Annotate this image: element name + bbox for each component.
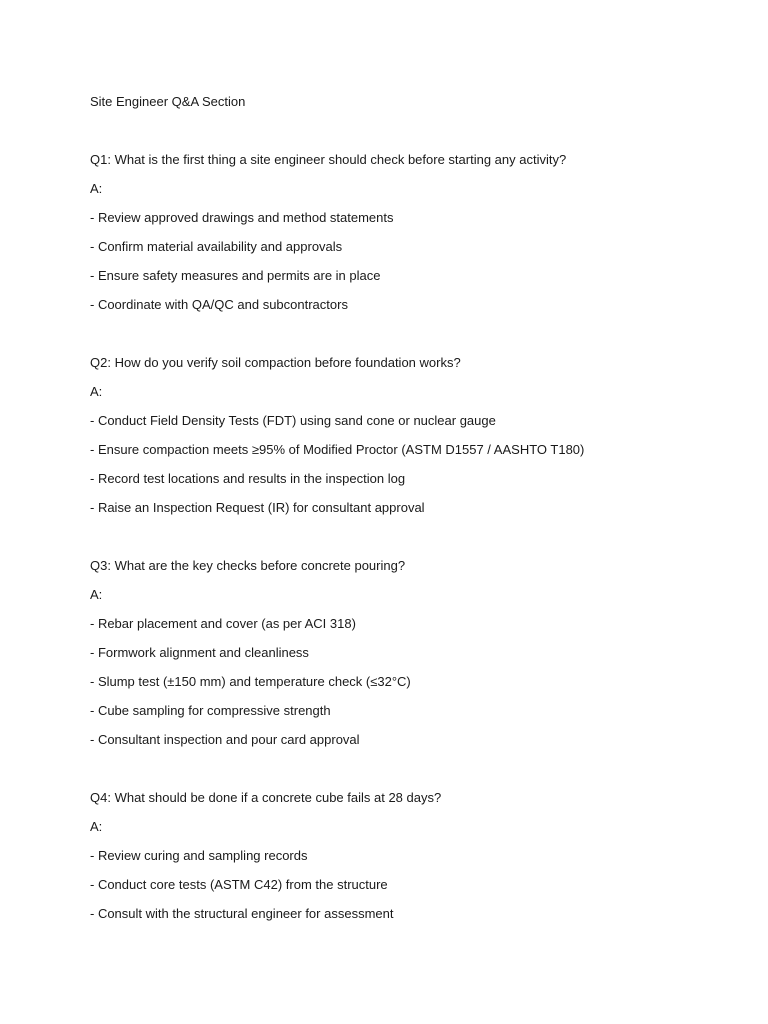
qa-section-3: [90, 557, 730, 760]
answer-point: - Conduct core tests (ASTM C42) from the structure: [90, 877, 388, 892]
answer-label-2: A:: [90, 384, 103, 399]
answer-point: - Review approved drawings and method statements: [90, 210, 394, 225]
answer-point: - Ensure compaction meets ≥95% of Modified Proctor (ASTM D1557 / AASHTO T180): [90, 442, 585, 457]
answer-point: - Consultant inspection and pour card approval: [90, 732, 360, 747]
answer-point: - Consult with the structural engineer for assessment: [90, 906, 394, 921]
spacer: [90, 760, 730, 789]
answer-point: - Cube sampling for compressive strength: [90, 703, 331, 718]
question-1: Q1: What is the first thing a site engineer should check before starting any activity?: [90, 152, 567, 167]
document-body: [90, 93, 730, 934]
spacer: [90, 325, 730, 354]
qa-section-1: [90, 151, 730, 325]
question-4: Q4: What should be done if a concrete cube fails at 28 days?: [90, 790, 442, 805]
answer-point: - Raise an Inspection Request (IR) for consultant approval: [90, 500, 425, 515]
question-2: Q2: How do you verify soil compaction before foundation works?: [90, 355, 461, 370]
answer-label-1: A:: [90, 181, 103, 196]
answer-point: - Formwork alignment and cleanliness: [90, 645, 309, 660]
answer-point: - Rebar placement and cover (as per ACI 318): [90, 616, 356, 631]
spacer: [90, 528, 730, 557]
answer-label-3: A:: [90, 587, 103, 602]
answer-point: - Ensure safety measures and permits are in place: [90, 268, 381, 283]
question-3: Q3: What are the key checks before concrete pouring?: [90, 558, 406, 573]
answer-point: - Review curing and sampling records: [90, 848, 308, 863]
answer-point: - Slump test (±150 mm) and temperature check (≤32°C): [90, 674, 411, 689]
answer-point: - Confirm material availability and approvals: [90, 239, 343, 254]
answer-point: - Conduct Field Density Tests (FDT) using sand cone or nuclear gauge: [90, 413, 496, 428]
spacer: [90, 122, 730, 151]
answer-point: - Coordinate with QA/QC and subcontractors: [90, 297, 348, 312]
answer-point: - Record test locations and results in the inspection log: [90, 471, 406, 486]
answer-label-4: A:: [90, 819, 103, 834]
qa-section-2: [90, 354, 730, 528]
document-title: Site Engineer Q&A Section: [90, 94, 246, 109]
qa-section-4: [90, 789, 730, 934]
